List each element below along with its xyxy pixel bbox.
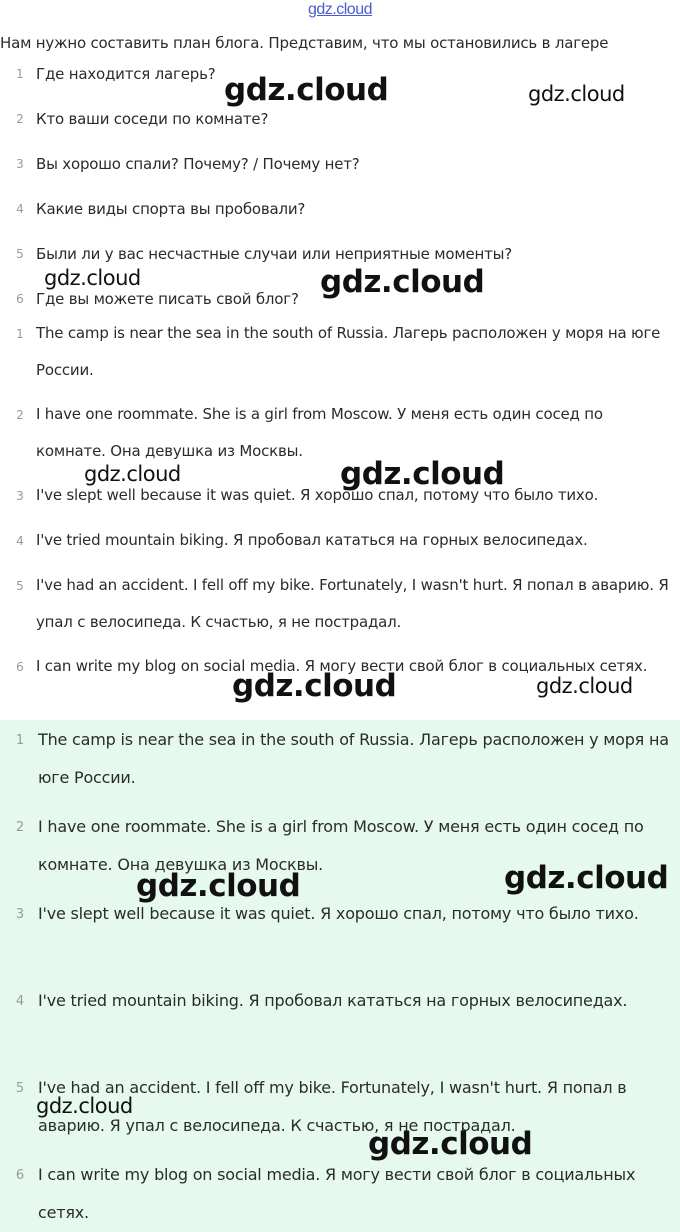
watermark: gdz.cloud <box>528 82 625 106</box>
answer-text: I've had an accident. I fell off my bike. Fortunately, I wasn't hurt. Я попал в аварию. Я упал с велосипеда. К счастью, я не пострадал. <box>38 1078 627 1135</box>
question-number: 4 <box>16 202 24 216</box>
watermark: gdz.cloud <box>136 868 301 904</box>
watermark: gdz.cloud <box>36 1094 133 1118</box>
answer-number: 1 <box>15 733 25 748</box>
answer-number: 4 <box>15 994 25 1009</box>
answer-number: 5 <box>15 1081 25 1096</box>
watermark: gdz.cloud <box>504 860 669 896</box>
question-text: Кто ваши соседи по комнате? <box>36 110 269 128</box>
watermark: gdz.cloud <box>224 72 389 108</box>
answer-text: The camp is near the sea in the south of Russia. Лагерь расположен у моря на юге России. <box>38 730 669 787</box>
watermark: gdz.cloud <box>232 668 397 704</box>
question-number: 5 <box>16 247 24 261</box>
question-text: Где вы можете писать свой блог? <box>36 290 299 308</box>
question-number: 6 <box>16 292 24 306</box>
question-text: Вы хорошо спали? Почему? / Почему нет? <box>36 155 360 173</box>
answer-number: 2 <box>15 820 25 835</box>
answer-number: 6 <box>15 1168 25 1183</box>
answer-number: 1 <box>16 327 24 341</box>
watermark: gdz.cloud <box>340 456 505 492</box>
answer-number: 5 <box>16 579 24 593</box>
answer-number: 2 <box>16 408 24 422</box>
answer-text: The camp is near the sea in the south of Russia. Лагерь расположен у моря на юге России. <box>36 324 661 379</box>
watermark: gdz.cloud <box>536 674 633 698</box>
answer-text: I have one roommate. She is a girl from Moscow. У меня есть один сосед по комнате. Она девушка из Москвы. <box>36 405 603 460</box>
question-text: Где находится лагерь? <box>36 65 216 83</box>
answer-text: I can write my blog on social media. Я могу вести свой блог в социальных сетях. <box>38 1165 636 1222</box>
answer-text: I've tried mountain biking. Я пробовал кататься на горных велосипедах. <box>38 991 628 1010</box>
answer-text: I have one roommate. She is a girl from Moscow. У меня есть один сосед по комнате. Она девушка из Москвы. <box>38 817 644 874</box>
answer-number: 3 <box>16 489 24 503</box>
intro-text: Нам нужно составить план блога. Представим, что мы остановились в лагере <box>0 34 609 52</box>
question-text: Какие виды спорта вы пробовали? <box>36 200 306 218</box>
watermark: gdz.cloud <box>320 264 485 300</box>
site-link[interactable]: gdz.cloud <box>308 1 372 18</box>
watermark: gdz.cloud <box>44 266 141 290</box>
answer-text: I've slept well because it was quiet. Я хорошо спал, потому что было тихо. <box>38 904 639 923</box>
watermark: gdz.cloud <box>84 462 181 486</box>
answer-text: I've tried mountain biking. Я пробовал кататься на горных велосипедах. <box>36 531 588 549</box>
question-number: 2 <box>16 112 24 126</box>
question-number: 1 <box>16 67 24 81</box>
watermark: gdz.cloud <box>368 1126 533 1162</box>
answer-number: 6 <box>16 660 24 674</box>
answer-number: 3 <box>15 907 25 922</box>
answer-text: I've slept well because it was quiet. Я хорошо спал, потому что было тихо. <box>36 486 599 504</box>
answer-number: 4 <box>16 534 24 548</box>
question-text: Были ли у вас несчастные случаи или неприятные моменты? <box>36 245 513 263</box>
answer-text: I can write my blog on social media. Я могу вести свой блог в социальных сетях. <box>36 657 648 675</box>
question-number: 3 <box>16 157 24 171</box>
answer-text: I've had an accident. I fell off my bike. Fortunately, I wasn't hurt. Я попал в аварию. Я упал с велосипеда. К счастью, я не пострадал. <box>36 576 669 631</box>
